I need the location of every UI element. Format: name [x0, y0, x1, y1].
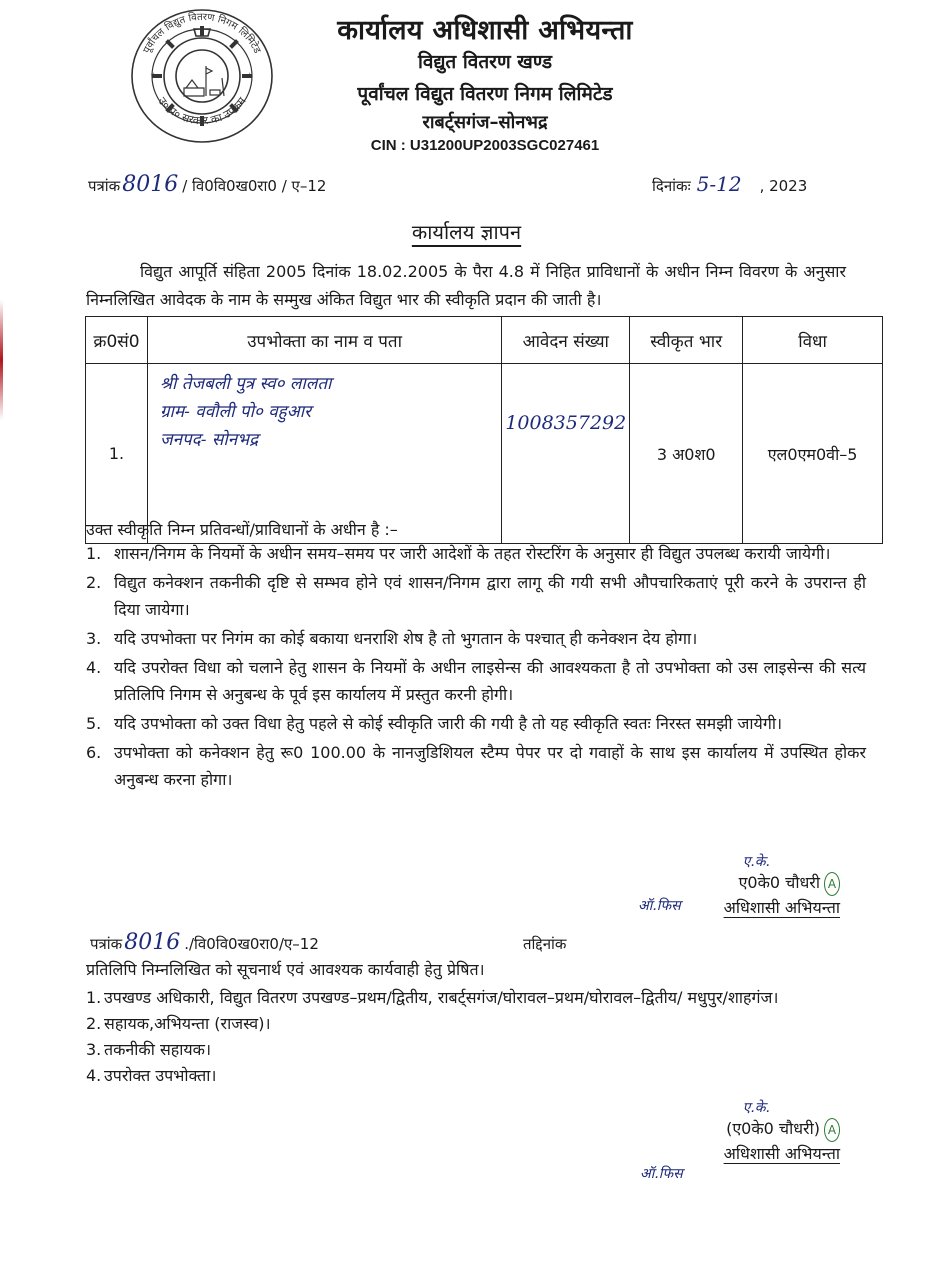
seal-top-text: पूर्वांचल विद्युत वितरण निगम लिमिटेड: [141, 11, 263, 56]
address-line: जनपद- सोनभद्र: [159, 430, 259, 450]
table-row: [86, 364, 883, 544]
conditions-list: [86, 540, 866, 795]
conditions-heading: उक्त स्वीकृति निम्न प्रतिवन्धों/प्राविधानों के अधीन है :–: [86, 520, 398, 539]
signatory-name: ए0के0 चौधरी: [738, 873, 820, 892]
table-header-row: [86, 317, 883, 364]
initial-mark: A: [824, 1118, 840, 1142]
sanction-table: [85, 316, 883, 544]
address-line: ग्राम- ववौली पो० वहुआर: [159, 402, 312, 422]
scan-edge-mark: [0, 300, 3, 420]
copy-item: 4. उपरोक्त उपभोक्ता।: [86, 1066, 217, 1085]
cell-sanctioned-load: 3 अ0श0: [630, 364, 743, 544]
office-note: ऑ.फिस: [638, 898, 681, 914]
date-year: , 2023: [759, 177, 808, 195]
company-name: पूर्वांचल विद्युत वितरण निगम लिमिटेड: [357, 83, 613, 105]
copy-item: 1. उपखण्ड अधिकारी, विद्युत वितरण उपखण्ड–प्रथम/द्वितीय, राबर्ट्सगंज/घोरावल–प्रथम/घोरावल–द्वितीय/ मधुपुर/शाहगंज।: [86, 988, 779, 1007]
seal-bottom-text: उ० प्र० सरकार का उपक्रम: [155, 94, 249, 128]
intro-paragraph: विद्युत आपूर्ति संहिता 2005 दिनांक 18.02.2005 के पैरा 4.8 में निहित प्राविधानों के अधीन निम्न विवरण के अनुसार निम्नलिखित आवेदक के नाम के सम्मुख अंकित विद्युत भार की स्वीकृति प्रदान की जाती है।: [86, 262, 846, 309]
signature-block-1: [640, 852, 840, 918]
header-application-no: आवेदन संख्या: [502, 317, 630, 364]
copy-reference-suffix: ./वि0वि0ख0रा0/ए–12: [184, 935, 319, 953]
header-serial: क्र0सं0: [86, 317, 148, 364]
cell-category: एल0एम0वी–5: [743, 364, 883, 544]
office-title: कार्यालय अधिशासी अभियन्ता: [337, 15, 633, 46]
signatory-title: अधिशासी अभियन्ता: [723, 898, 840, 917]
gear-icon: [164, 29, 240, 114]
address-line: श्री तेजबली पुत्र स्व० लालता: [159, 374, 332, 394]
copy-to-heading: प्रतिलिपि निम्नलिखित को सूचनार्थ एवं आवश्यक कार्यवाही हेतु प्रेषित।: [86, 960, 485, 979]
signature-scrawl: ए.के.: [742, 1100, 770, 1116]
reference-number: 8016: [122, 172, 179, 197]
condition-item: 3. यदि उपभोक्ता पर निगंम का कोई बकाया धनराशि शेष है तो भुगतान के पश्चात् ही कनेक्शन देय होगा।: [86, 629, 698, 648]
header-name-address: उपभोक्ता का नाम व पता: [147, 317, 501, 364]
cell-name-address: [147, 364, 501, 544]
copy-item: 3. तकनीकी सहायक।: [86, 1040, 212, 1059]
division-name: विद्युत वितरण खण्ड: [417, 51, 553, 73]
header-sanctioned-load: स्वीकृत भार: [630, 317, 743, 364]
condition-item: 1. शासन/निगम के नियमों के अधीन समय–समय पर जारी आदेशों के तहत रोस्टरिंग के अनुसार ही विद्युत उपलब्ध करायी जायेगी।: [86, 544, 831, 563]
initial-mark: A: [824, 872, 840, 896]
condition-item: 6. उपभोक्ता को कनेक्शन हेतु रू0 100.00 के नानजुडिशियल स्टैम्प पेपर पर दो गवाहों के साथ इस कार्यालय में उपस्थित होकर अनुबन्ध करना होगा।: [86, 743, 866, 789]
condition-item: 5. यदि उपभोक्ता को उक्त विधा हेतु पहले से कोई स्वीकृति जारी की गयी है तो यह स्वीकृति स्वतः निरस्त समझी जायेगी।: [86, 714, 783, 733]
copy-reference-label: पत्रांक: [90, 935, 123, 953]
reference-suffix: / वि0वि0ख0रा0 / ए–12: [182, 177, 327, 195]
svg-text:☆: ☆: [150, 71, 158, 80]
reference-label: पत्रांक: [88, 177, 121, 195]
condition-item: 4. यदि उपरोक्त विधा को चलाने हेतु शासन के नियमों के अधीन लाइसेन्स की आवश्यकता है तो उपभोक्ता को उस लाइसेन्स की सत्य प्रतिलिपि निगम से अनुबन्ध के पूर्व इस कार्यालय में प्रस्तुत करनी होगी।: [86, 658, 866, 704]
svg-text:☆: ☆: [246, 71, 254, 80]
signatory-name: (ए0के0 चौधरी): [726, 1119, 820, 1138]
cell-application-no: 1008357292: [502, 364, 630, 544]
reference-line: [88, 172, 326, 197]
signature-scrawl: ए.के.: [742, 854, 770, 870]
copy-to-list: [86, 985, 846, 1089]
date-line: [652, 172, 807, 196]
condition-item: 2. विद्युत कनेक्शन तकनीकी दृष्टि से सम्भव होने एवं शासन/निगम द्वारा लागू की गयी सभी औपचारिकताएं पूरी करने के उपरान्त ही दिया जायेगा।: [86, 573, 866, 619]
copy-reference-number: 8016: [124, 930, 181, 955]
office-note: ऑ.फिस: [640, 1166, 683, 1182]
location: राबर्ट्सगंज–सोनभद्र: [422, 112, 548, 133]
cin-number: CIN : U31200UP2003SGC027461: [370, 137, 600, 154]
memo-title: कार्यालय ज्ञापन: [411, 220, 522, 244]
copy-date-label: तद्दिनांक: [523, 935, 567, 953]
signature-block-2: [640, 1098, 840, 1183]
company-seal-logo: [128, 6, 276, 146]
copy-reference-line: [90, 930, 319, 955]
cell-serial: 1.: [86, 364, 148, 544]
date-value: 5-12: [696, 172, 742, 196]
signatory-title: अधिशासी अभियन्ता: [723, 1144, 840, 1163]
date-label: दिनांकः: [652, 177, 691, 195]
header-category: विधा: [743, 317, 883, 364]
copy-item: 2. सहायक,अभियन्ता (राजस्व)।: [86, 1014, 271, 1033]
